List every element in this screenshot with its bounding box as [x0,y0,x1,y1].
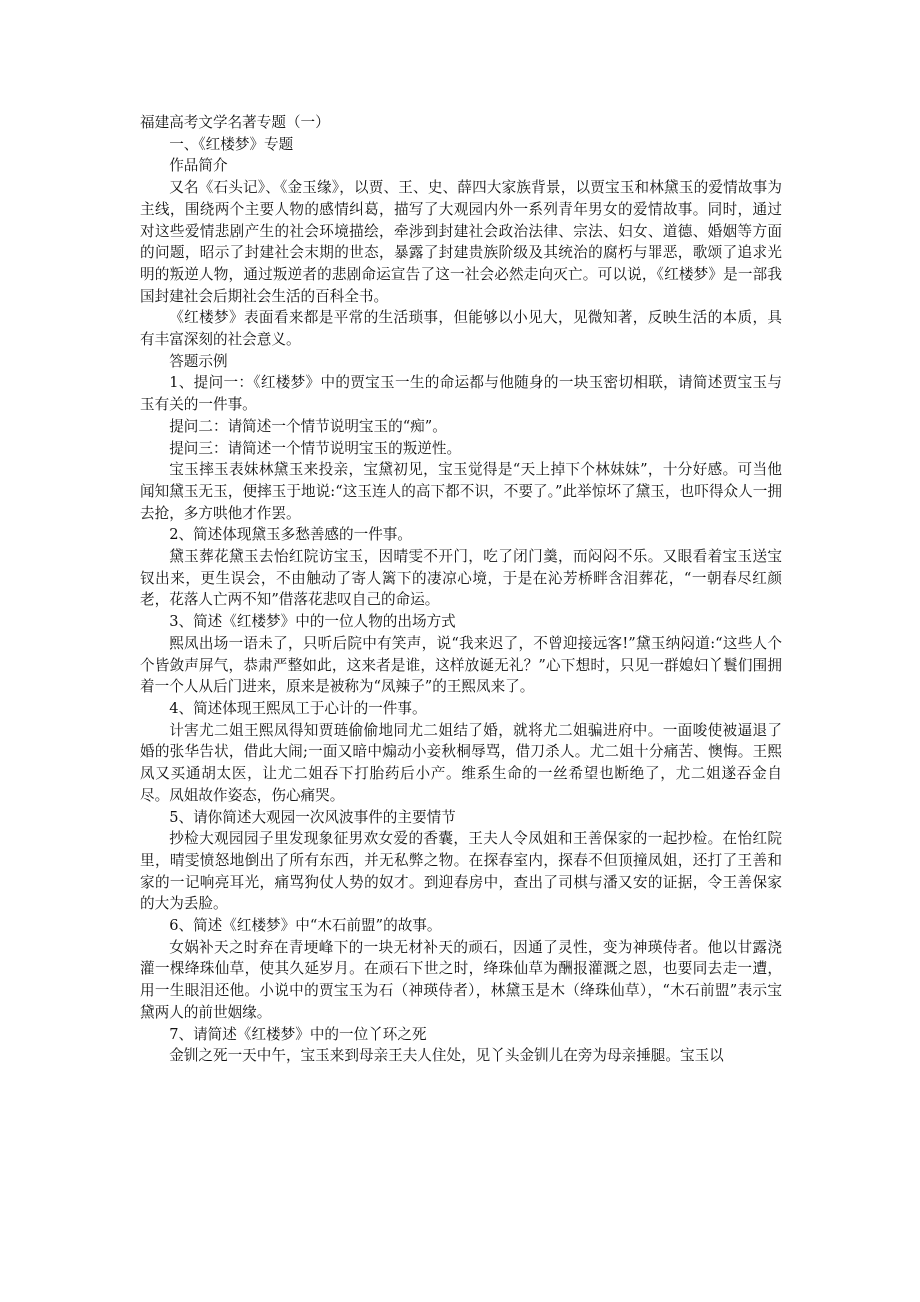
question-7: 7、请简述《红楼梦》中的一位丫环之死 [169,1025,427,1043]
question-6: 6、简述《红楼梦》中“木石前盟”的故事。 [169,917,442,935]
question-5: 5、请你简述大观园一次风波事件的主要情节 [169,808,456,826]
document-page [140,112,782,1067]
question-1: 1、提问一：《红楼梦》中的贾宝玉一生的命运都与他随身的一块玉密切相联，请简述贾宝玉与玉有关的一件事。 [140,374,782,414]
answer-2: 黛玉葬花黛玉去怡红院访宝玉，因晴雯不开门，吃了闭门羹，而闷闷不乐。又眼看着宝玉送宝钗出来，更生误会，不由触动了寄人篱下的凄凉心境，于是在沁芳桥畔含泪葬花，“一朝春尽红颜老，花落人亡两不知”借落花悲叹自己的命运。 [140,548,782,609]
answer-7: 金钏之死一天中午，宝玉来到母亲王夫人住处，见丫头金钏儿在旁为母亲捶腿。宝玉以 [169,1047,724,1065]
question-3: 3、简述《红楼梦》中的一位人物的出场方式 [169,613,456,631]
intro-paragraph: 《红楼梦》表面看来都是平常的生活琐事，但能够以小见大，见微知著，反映生活的本质，具有丰富深刻的社会意义。 [140,309,782,349]
question-1-sub-3: 提问三：请简述一个情节说明宝玉的叛逆性。 [169,439,462,457]
section-heading: 一、《红楼梦》专题 [169,135,294,153]
intro-label: 作品简介 [169,157,228,175]
answer-5: 抄检大观园园子里发现象征男欢女爱的香囊，王夫人令凤姐和王善保家的一起抄检。在怡红院里，晴雯愤怒地倒出了所有东西，并无私弊之物。在探春室内，探春不但顶撞凤姐，还打了王善和家的一记响亮耳光，痛骂狗仗人势的奴才。到迎春房中，查出了司棋与潘又安的证据，令王善保家的大为丢脸。 [140,830,782,913]
intro-paragraph: 又名《石头记》、《金玉缘》，以贾、王、史、薛四大家族背景，以贾宝玉和林黛玉的爱情故事为主线，围绕两个主要人物的感情纠葛，描写了大观园内外一系列青年男女的爱情故事。同时，通过对这些爱情悲剧产生的社会环境描绘，牵涉到封建社会政治法律、宗法、妇女、道德、婚姻等方面的问题，昭示了封建社会末期的世态，暴露了封建贵族阶级及其统治的腐朽与罪恶，歌颂了追求光明的叛逆人物，通过叛逆者的悲剧命运宣告了这一社会必然走向灭亡。可以说，《红楼梦》是一部我国封建社会后期社会生活的百科全书。 [140,179,782,305]
answer-3: 熙凤出场一语未了，只听后院中有笑声，说“我来迟了，不曾迎接远客!”黛玉纳闷道:“这些人个个皆敛声屏气，恭肃严整如此，这来者是谁，这样放诞无礼？”心下想时，只见一群媳妇丫鬟们围拥着一个人从后门进来，原来是被称为“凤辣子”的王熙凤来了。 [140,634,782,696]
answer-6: 女娲补天之时弃在青埂峰下的一块无材补天的顽石，因通了灵性，变为神瑛侍者。他以甘露浇灌一棵绛珠仙草，使其久延岁月。在顽石下世之时，绛珠仙草为酬报灌溉之恩，也要同去走一遭，用一生眼泪还他。小说中的贾宝玉为石（神瑛侍者），林黛玉是木（绛珠仙草），“木石前盟”表示宝黛两人的前世姻缘。 [140,938,782,1021]
question-4: 4、简述体现王熙凤工于心计的一件事。 [169,699,427,717]
question-1-sub-2: 提问二：请简述一个情节说明宝玉的“痴”。 [169,417,447,435]
examples-label: 答题示例 [169,352,228,370]
question-2: 2、简述体现黛玉多愁善感的一件事。 [169,526,412,544]
answer-4: 计害尤二姐王熙凤得知贾琏偷偷地同尤二姐结了婚，就将尤二姐骗进府中。一面唆使被逼退了婚的张华告状，借此大闹;一面又暗中煽动小妾秋桐辱骂，借刀杀人。尤二姐十分痛苦、懊悔。王熙凤又买通胡太医，让尤二姐吞下打胎药后小产。维系生命的一丝希望也断绝了，尤二姐遂吞金自尽。凤姐故作姿态，伤心痛哭。 [140,721,782,804]
document-title: 福建高考文学名著专题（一） [140,114,330,131]
answer-1: 宝玉摔玉表妹林黛玉来投亲，宝黛初见，宝玉觉得是“天上掉下个林妹妹”，十分好感。可当他闻知黛玉无玉，便摔玉于地说:“这玉连人的高下都不识，不要了。”此举惊坏了黛玉，也吓得众人一拥去抢，多方哄他才作罢。 [140,461,782,522]
